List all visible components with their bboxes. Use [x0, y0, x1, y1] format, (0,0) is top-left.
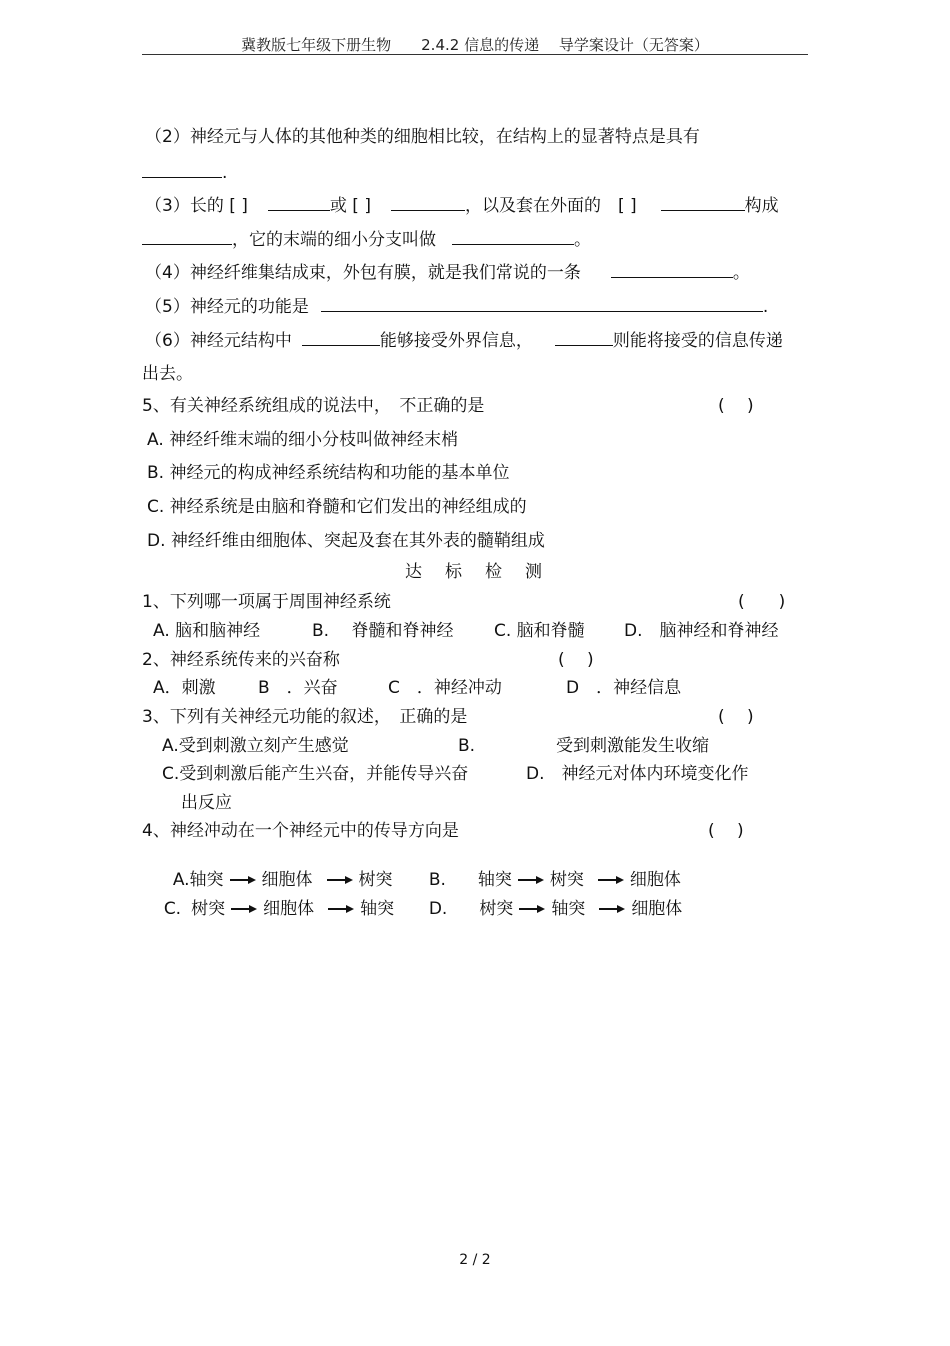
t3-option-d-cont: 出反应	[181, 793, 232, 813]
q6-p1: （6）神经元结构中	[145, 331, 292, 351]
q6-cont: 出去。	[142, 364, 193, 384]
q3-p5: ，它的末端的细小分支叫做	[232, 230, 436, 250]
t1-option-b[interactable]: B. 脊髓和脊神经	[312, 621, 454, 641]
item5-option-d[interactable]: D. 神经纤维由细胞体、突起及套在其外表的髓鞘组成	[147, 531, 545, 551]
t4-b-label: B.	[428, 870, 446, 890]
item5-stem: 5、有关神经系统组成的说法中， 不正确的是	[142, 396, 485, 416]
t3-option-b-label[interactable]: B.	[458, 736, 476, 756]
q5-line	[145, 296, 768, 317]
t4-option-c[interactable]	[153, 879, 394, 919]
t1-option-c[interactable]: C. 脑和脊髓	[494, 621, 585, 641]
item5-option-c[interactable]: C. 神经系统是由脑和脊髓和它们发出的神经组成的	[147, 497, 527, 517]
q3-blank-1[interactable]	[268, 195, 330, 211]
q3-blank-5[interactable]	[452, 229, 574, 245]
q5-end: .	[762, 297, 769, 317]
t4-b-s1: 轴突	[477, 870, 512, 890]
t2-option-d[interactable]: D ．神经信息	[566, 678, 682, 698]
q2-text: （2）神经元与人体的其他种类的细胞相比较，在结构上的显著特点是具有	[145, 127, 700, 147]
t1-stem: 1、下列哪一项属于周围神经系统	[142, 592, 391, 612]
q3-blank-2[interactable]	[391, 195, 465, 211]
t4-c-s1: 树突	[191, 899, 226, 919]
t4-b-s3: 细胞体	[629, 870, 681, 890]
q2-blank[interactable]	[142, 162, 222, 178]
q2-end: .	[222, 163, 228, 183]
t4-answer-paren[interactable]: ( )	[708, 821, 744, 841]
q4-blank[interactable]	[611, 262, 733, 278]
header-rule	[142, 54, 808, 55]
section-title: 达标检测	[405, 562, 565, 582]
t2-answer-paren[interactable]: ( )	[558, 650, 594, 670]
right-arrow-icon	[599, 904, 625, 914]
t4-d-s1: 树突	[479, 899, 514, 919]
t4-stem: 4、神经冲动在一个神经元中的传导方向是	[142, 821, 459, 841]
item5-option-b[interactable]: B. 神经元的构成神经系统结构和功能的基本单位	[147, 463, 510, 483]
q2-answer-line	[142, 162, 227, 183]
t4-option-d[interactable]	[418, 879, 682, 919]
t4-c-s2: 细胞体	[263, 899, 315, 919]
q6-line	[145, 330, 783, 351]
t2-option-b[interactable]: B ．兴奋	[258, 678, 338, 698]
t3-option-c[interactable]: C.受到刺激后能产生兴奋，并能传导兴奋	[162, 764, 469, 784]
t1-option-d[interactable]: D. 脑神经和脊神经	[624, 621, 779, 641]
t3-option-d[interactable]: D. 神经元对体内环境变化作	[526, 764, 749, 784]
right-arrow-icon	[231, 904, 257, 914]
q3-line-2	[142, 229, 591, 250]
q6-p3: 则能将接受的信息传递	[612, 331, 783, 351]
t3-option-a[interactable]: A.受到刺激立刻产生感觉	[162, 736, 349, 756]
t3-stem: 3、下列有关神经元功能的叙述， 正确的是	[142, 707, 468, 727]
t4-c-label: C.	[163, 899, 182, 919]
q5-text: （5）神经元的功能是	[145, 297, 309, 317]
t4-a-s3: 树突	[358, 870, 393, 890]
t2-stem: 2、神经系统传来的兴奋称	[142, 650, 340, 670]
t2-option-c[interactable]: C ．神经冲动	[388, 678, 502, 698]
q4-text: （4）神经纤维集结成束，外包有膜，就是我们常说的一条	[145, 263, 581, 283]
q3-p1: （3）长的 [ ]	[145, 196, 248, 216]
q5-blank[interactable]	[321, 296, 763, 312]
t4-a-s1: 轴突	[189, 870, 224, 890]
page-header: 冀教版七年级下册生物 2.4.2 信息的传递 导学案设计（无答案）	[241, 36, 709, 54]
item5-answer-paren[interactable]: ( )	[718, 396, 754, 416]
t4-d-label: D.	[428, 899, 448, 919]
t4-a-s2: 细胞体	[261, 870, 313, 890]
q6-p2: 能够接受外界信息，	[379, 331, 533, 351]
q3-blank-4[interactable]	[142, 229, 232, 245]
t4-d-s3: 细胞体	[631, 899, 683, 919]
t3-option-b-text[interactable]: 受到刺激能发生收缩	[556, 736, 709, 756]
q2-line	[145, 127, 700, 147]
q3-p2: 或 [ ]	[329, 196, 371, 216]
t1-option-a[interactable]: A. 脑和脑神经	[153, 621, 261, 641]
t2-option-a[interactable]: A．刺激	[153, 678, 216, 698]
t1-answer-paren[interactable]: ( )	[738, 592, 786, 612]
q3-line	[145, 195, 779, 216]
q6-blank-1[interactable]	[302, 330, 380, 346]
t4-d-s2: 轴突	[551, 899, 586, 919]
q3-p6: 。	[574, 230, 591, 250]
t4-a-label: A.	[172, 870, 190, 890]
q3-p4: 构成	[744, 196, 779, 216]
page-number: 2 / 2	[459, 1252, 491, 1268]
q3-p3: ，以及套在外面的 [ ]	[464, 196, 637, 216]
t4-c-s3: 轴突	[360, 899, 395, 919]
right-arrow-icon	[328, 904, 354, 914]
t4-b-s2: 树突	[549, 870, 584, 890]
q4-line	[145, 262, 750, 283]
q6-blank-2[interactable]	[555, 330, 613, 346]
t3-answer-paren[interactable]: ( )	[718, 707, 754, 727]
q3-blank-3[interactable]	[661, 195, 745, 211]
item5-option-a[interactable]: A. 神经纤维末端的细小分枝叫做神经末梢	[147, 430, 459, 450]
q4-end: 。	[732, 263, 750, 283]
right-arrow-icon	[519, 904, 545, 914]
